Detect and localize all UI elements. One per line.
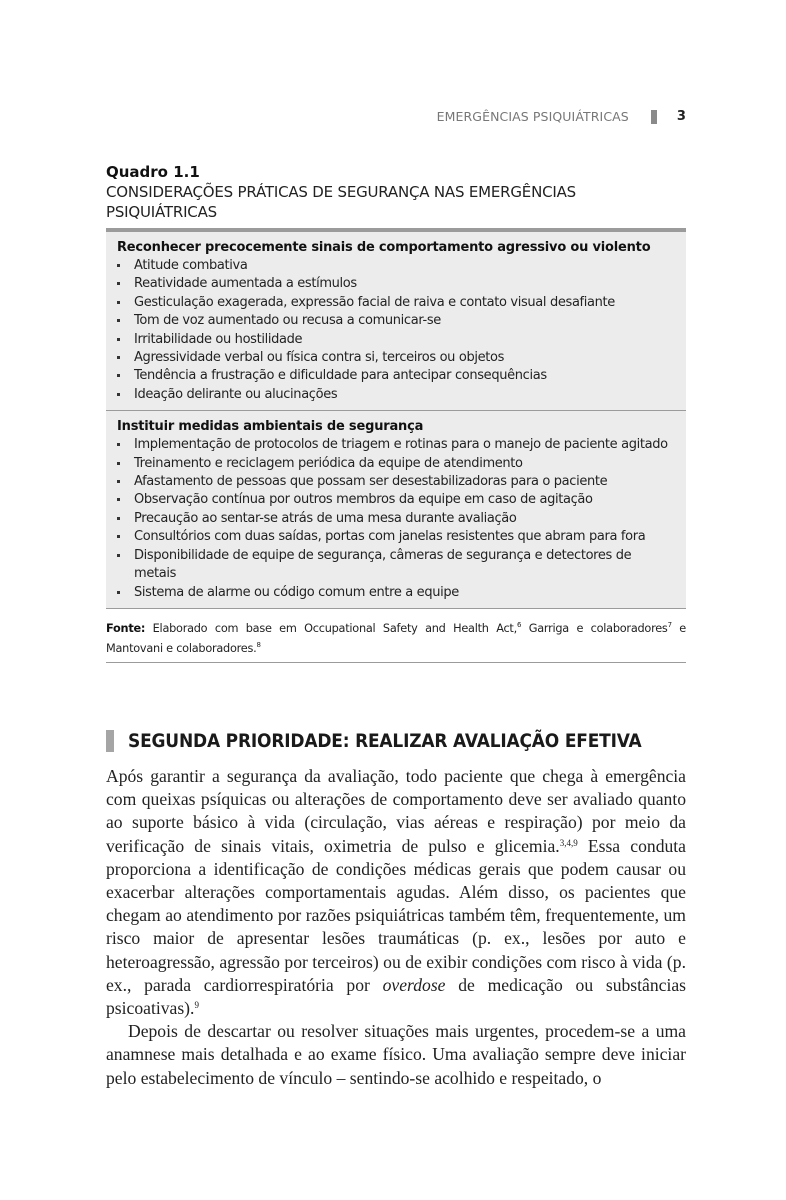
section-title: Instituir medidas ambientais de segurança	[117, 419, 424, 435]
list-item: Consultórios com duas saídas, portas com janelas resistentes que abram para fora	[117, 528, 674, 546]
bullet-icon	[117, 282, 120, 285]
footnote-ref: 7	[667, 620, 672, 629]
body-text	[106, 765, 686, 1090]
bullet-icon	[117, 443, 120, 446]
citation-ref: 9	[194, 1000, 199, 1011]
bullet-icon	[117, 356, 120, 359]
list-item: Ideação delirante ou alucinações	[117, 386, 674, 404]
list-item: Sistema de alarme ou código comum entre a equipe	[117, 584, 674, 602]
box-title: CONSIDERAÇÕES PRÁTICAS DE SEGURANÇA NAS EMERGÊNCIAS PSIQUIÁTRICAS	[106, 183, 576, 221]
list-item: Implementação de protocolos de triagem e rotinas para o manejo de paciente agitado	[117, 436, 674, 454]
list-item: Agressividade verbal ou física contra si, terceiros ou objetos	[117, 349, 674, 367]
bullet-icon	[117, 462, 120, 465]
bullet-icon	[117, 264, 120, 267]
heading-marker	[106, 730, 114, 752]
italic-term: overdose	[382, 974, 446, 995]
box-source: Fonte: Elaborado com base em Occupational Safety and Health Act,$^6$ Garriga e colaboradores$^7$ e Mantovani e colaboradores.$^8$	[106, 620, 687, 655]
running-head-marker	[651, 110, 657, 124]
bullet-icon	[117, 554, 120, 557]
list-item: Precaução ao sentar-se atrás de uma mesa durante avaliação	[117, 510, 674, 528]
list-item: Tom de voz aumentado ou recusa a comunicar-se	[117, 312, 674, 330]
section-heading-text: SEGUNDA PRIORIDADE: REALIZAR AVALIAÇÃO EFETIVA	[128, 730, 642, 752]
source-rule	[106, 662, 686, 663]
bullet-icon	[117, 498, 120, 501]
section-heading	[106, 730, 686, 752]
section-title: Reconhecer precocemente sinais de comportamento agressivo ou violento	[117, 240, 651, 255]
paragraph: Após garantir a segurança da avaliação, todo paciente que chega à emergência com queixas psíquicas ou alterações de comportamento deve ser avaliado quanto ao suporte básico à vida (circulação, vias aéreas e respiração) por meio da verificação de sinais vitais, oximetria de pulso e glicemia.$^{3,4,9}$ Essa conduta proporciona a identificação de condições médicas gerais que podem causar ou exacerbar alterações comportamentais agudas. Além disso, os pacientes que chegam ao atendimento por razões psiquiátricas também têm, frequentemente, um risco maior de apresentar lesões traumáticas (p. ex., lesões por auto e heteroagressão, agressão por terceiros) ou de exibir condições com risco à vida (p. ex., parada cardiorrespiratória por overdose de medicação ou substâncias psicoativas).$^9$	[106, 766, 686, 1019]
list-item: Disponibilidade de equipe de segurança, câmeras de segurança e detectores de metais	[117, 547, 674, 584]
running-head	[437, 109, 686, 124]
list-item: Observação contínua por outros membros da equipe em caso de agitação	[117, 491, 674, 509]
bullet-list	[117, 436, 674, 602]
list-item: Irritabilidade ou hostilidade	[117, 331, 674, 349]
source-label: Fonte:	[106, 621, 146, 635]
list-item: Reatividade aumentada a estímulos	[117, 275, 674, 293]
bullet-icon	[117, 319, 120, 322]
bullet-list	[117, 257, 674, 404]
bullet-icon	[117, 301, 120, 304]
list-item: Treinamento e reciclagem periódica da equipe de atendimento	[117, 455, 674, 473]
footnote-ref: 6	[516, 620, 522, 629]
list-item: Tendência a frustração e dificuldade para antecipar consequências	[117, 367, 674, 385]
bullet-icon	[117, 517, 120, 520]
bullet-icon	[117, 338, 120, 341]
bullet-icon	[117, 374, 120, 377]
bullet-icon	[117, 480, 120, 483]
box-label: Quadro 1.1	[106, 163, 200, 181]
paragraph: Depois de descartar ou resolver situações mais urgentes, procedem-se a uma anamnese mais detalhada e ao exame físico. Uma avaliação sempre deve iniciar pelo estabelecimento de vínculo – sentindo-se acolhido e respeitado, o	[106, 1021, 686, 1088]
citation-ref: 3,4,9	[559, 837, 578, 848]
footnote-ref: 8	[256, 640, 261, 649]
box-section-safety-measures	[106, 410, 686, 608]
quadro-box	[106, 163, 686, 663]
list-item: Atitude combativa	[117, 257, 674, 275]
bullet-icon	[117, 393, 120, 396]
box-section-aggression-signs	[106, 232, 686, 410]
list-item: Afastamento de pessoas que possam ser desestabilizadoras para o paciente	[117, 473, 674, 491]
running-head-title: EMERGÊNCIAS PSIQUIÁTRICAS	[436, 109, 629, 124]
bullet-icon	[117, 535, 120, 538]
bullet-icon	[117, 591, 120, 594]
list-item: Gesticulação exagerada, expressão facial de raiva e contato visual desafiante	[117, 294, 674, 312]
page-number: 3	[676, 109, 686, 124]
